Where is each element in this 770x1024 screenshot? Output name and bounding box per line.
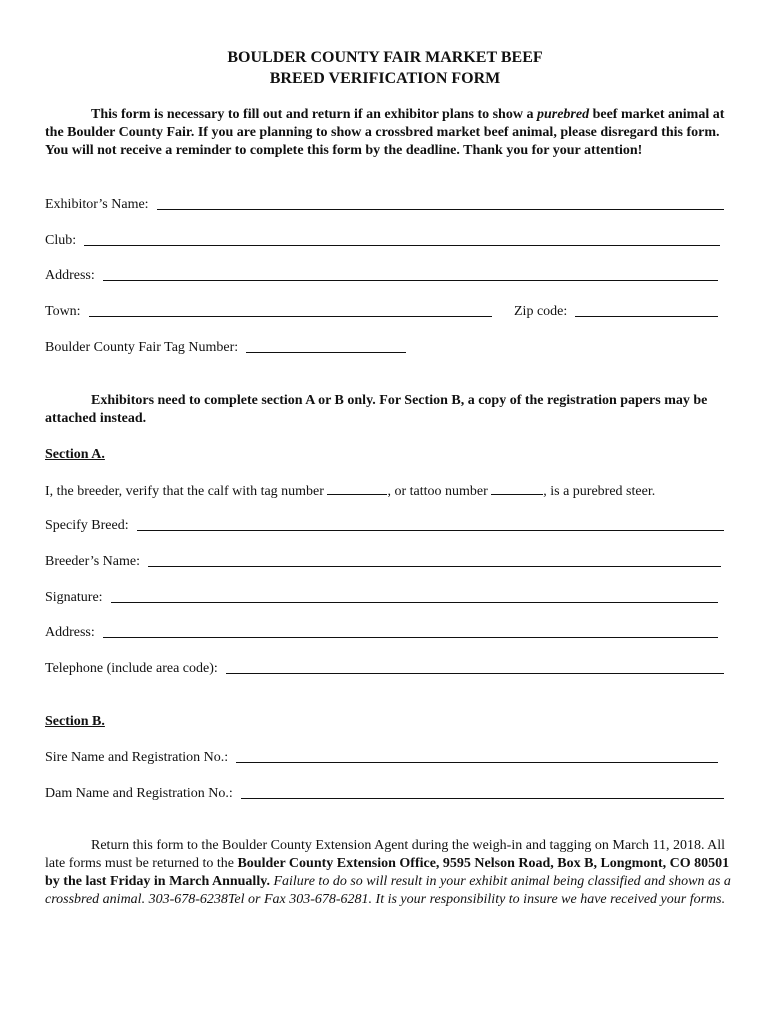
section-a-heading: Section A. (45, 447, 105, 462)
breeder-name-field[interactable] (148, 565, 721, 567)
address-label: Address: (45, 268, 95, 283)
exhibitor-name-label: Exhibitor’s Name: (45, 197, 149, 212)
breeder-address-field[interactable] (103, 636, 718, 638)
dam-row (45, 783, 724, 803)
club-row (45, 230, 720, 250)
breeder-name-row (45, 551, 721, 571)
footer-address-bold: Boulder County Extension Office, 9595 Nelson Road, Box B, Longmont, CO 80501 by the last Friday in March Annually. (45, 856, 730, 889)
breeder-address-row (45, 622, 718, 642)
club-field[interactable] (84, 244, 720, 246)
zip-code-field[interactable] (575, 315, 718, 317)
tattoo-number-field[interactable] (491, 481, 543, 495)
calf-tag-number-field[interactable] (327, 481, 387, 495)
tag-number-label: Boulder County Fair Tag Number: (45, 340, 239, 355)
form-title-line1: BOULDER COUNTY FAIR MARKET BEEF (227, 49, 543, 66)
telephone-row (45, 658, 724, 678)
footer-italic-note: Failure to do so will result in your exhibit animal being classified and shown as a crossbred animal. 303-678-6238Tel or Fax 303-678-6281. It is your responsibility to insure we have received your forms. (45, 874, 731, 907)
zip-code-label: Zip code: (514, 304, 568, 319)
instructions-paragraph (45, 392, 735, 428)
breeder-name-label: Breeder’s Name: (45, 554, 140, 569)
section-b-heading: Section B. (45, 714, 105, 729)
zip-code-row (514, 301, 718, 321)
address-field[interactable] (103, 279, 718, 281)
exhibitor-name-row (45, 194, 724, 214)
telephone-field[interactable] (226, 672, 724, 674)
signature-row (45, 587, 718, 607)
breeder-address-label: Address: (45, 625, 95, 640)
address-row (45, 265, 718, 285)
tag-number-field[interactable] (246, 351, 406, 353)
dam-field[interactable] (241, 797, 724, 799)
sire-row (45, 747, 718, 767)
sire-field[interactable] (236, 761, 718, 763)
signature-label: Signature: (45, 590, 103, 605)
instructions-text: Exhibitors need to complete section A or B only. For Section B, a copy of the registration papers may be attached instead. (45, 393, 708, 426)
specify-breed-row (45, 515, 724, 535)
verify-text-part3: , is a purebred steer. (543, 484, 656, 499)
town-label: Town: (45, 304, 81, 319)
footer-text-part1: Return this form to the Boulder County Extension Agent during the weigh-in and tagging on March 11, 2018. All late forms must be returned to the (45, 838, 726, 871)
verify-statement (45, 481, 735, 501)
intro-text-part2: beef market animal at the Boulder County Fair. If you are planning to show a crossbred market beef animal, please disregard this form. You will not receive a reminder to complete this form by the deadline. Thank you for your attention! (45, 107, 725, 158)
intro-text-part1: This form is necessary to fill out and return if an exhibitor plans to show a (91, 107, 537, 122)
intro-emphasis: purebred (536, 107, 590, 122)
town-row (45, 301, 492, 321)
form-title-line2: BREED VERIFICATION FORM (269, 70, 501, 87)
exhibitor-name-field[interactable] (157, 208, 724, 210)
footer-paragraph (45, 837, 735, 909)
verify-text-part2: , or tattoo number (387, 484, 488, 499)
dam-label: Dam Name and Registration No.: (45, 786, 233, 801)
intro-paragraph (45, 106, 735, 160)
club-label: Club: (45, 233, 77, 248)
verify-text-part1: I, the breeder, verify that the calf with tag number (45, 484, 324, 499)
tag-number-row (45, 337, 406, 357)
town-field[interactable] (89, 315, 492, 317)
telephone-label: Telephone (include area code): (45, 661, 218, 676)
sire-label: Sire Name and Registration No.: (45, 750, 229, 765)
signature-field[interactable] (111, 601, 718, 603)
specify-breed-field[interactable] (137, 529, 724, 531)
specify-breed-label: Specify Breed: (45, 518, 129, 533)
